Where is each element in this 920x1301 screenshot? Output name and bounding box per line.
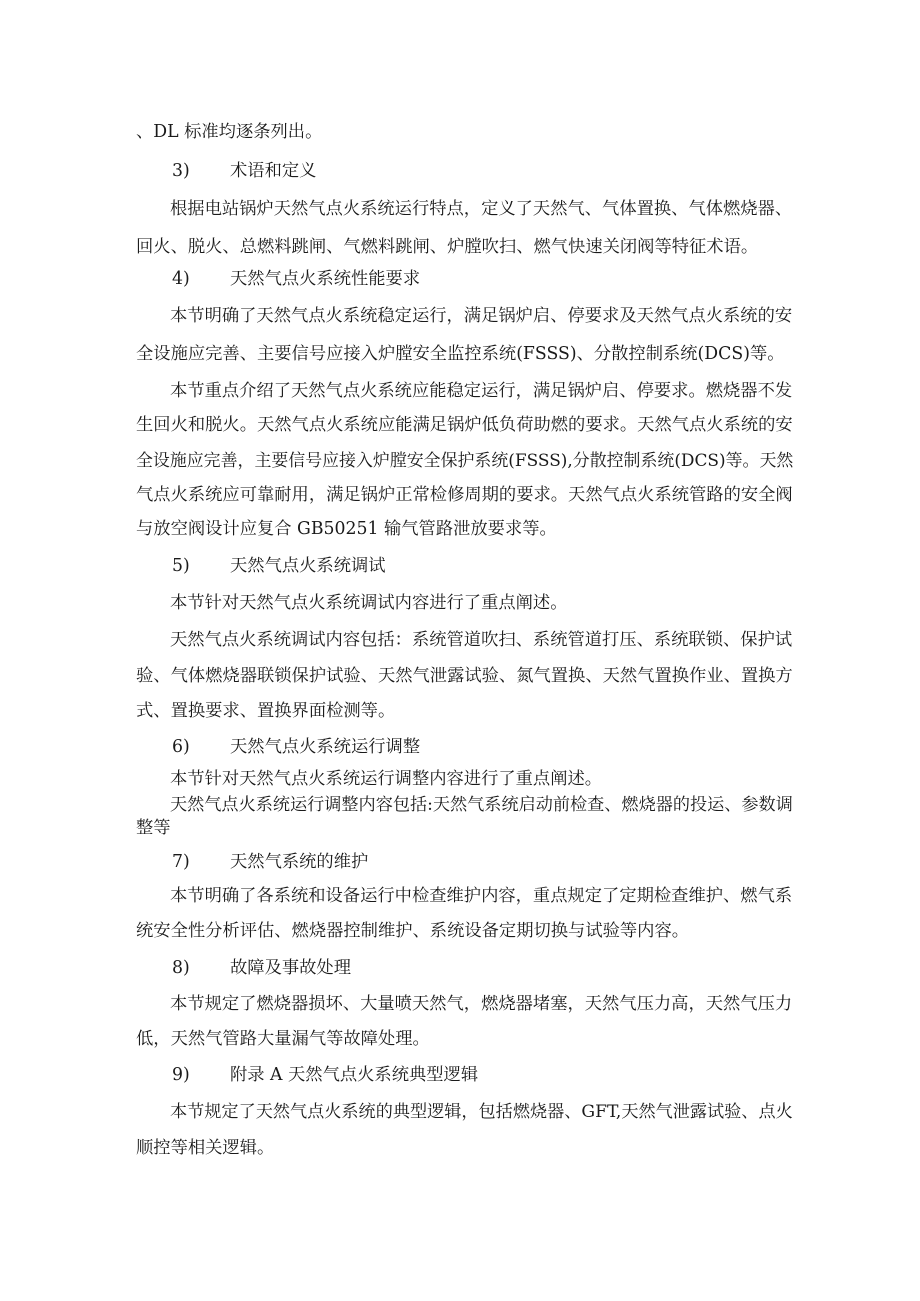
body-line: 整等: [136, 818, 171, 838]
section-heading: 故障及事故处理: [230, 958, 351, 978]
body-line: 低，天然气管路大量漏气等故障处理。: [136, 1029, 430, 1049]
section-heading: 天然气点火系统调试: [230, 556, 386, 576]
section-number: 9): [172, 1065, 190, 1085]
body-line: 本节重点介绍了天然气点火系统应能稳定运行，满足锅炉启、停要求。燃烧器不发: [170, 381, 793, 401]
section-heading: 术语和定义: [230, 161, 317, 181]
body-line: 全设施应完善，主要信号应接入炉膛安全保护系统(FSSS),分散控制系统(DCS)等。天然: [136, 450, 794, 470]
body-line: 生回火和脱火。天然气点火系统应能满足锅炉低负荷助燃的要求。天然气点火系统的安: [136, 415, 793, 435]
section-number: 7): [172, 852, 190, 872]
section-heading: 天然气点火系统性能要求: [230, 269, 421, 289]
body-line: 顺控等相关逻辑。: [136, 1138, 275, 1158]
body-line: 根据电站锅炉天然气点火系统运行特点，定义了天然气、气体置换、气体燃烧器、: [170, 199, 793, 219]
section-number: 6): [172, 737, 190, 757]
section-number: 5): [172, 556, 190, 576]
section-heading: 天然气点火系统运行调整: [230, 737, 421, 757]
body-line: 本节明确了各系统和设备运行中检查维护内容，重点规定了定期检查维护、燃气系: [170, 886, 793, 906]
body-line: 统安全性分析评估、燃烧器控制维护、系统设备定期切换与试验等内容。: [136, 921, 690, 941]
body-line: 本节明确了天然气点火系统稳定运行，满足锅炉启、停要求及天然气点火系统的安: [170, 306, 793, 326]
section-heading: 天然气系统的维护: [230, 852, 369, 872]
body-line: 与放空阀设计应复合 GB50251 输气管路泄放要求等。: [136, 519, 557, 539]
intro-line: 、DL 标准均逐条列出。: [136, 122, 323, 142]
body-line: 本节规定了燃烧器损坏、大量喷天然气，燃烧器堵塞，天然气压力高，天然气压力: [170, 994, 793, 1014]
body-line: 本节规定了天然气点火系统的典型逻辑，包括燃烧器、GFT,天然气泄露试验、点火: [170, 1102, 793, 1122]
section-number: 3): [172, 161, 190, 181]
body-line: 气点火系统应可靠耐用，满足锅炉正常检修周期的要求。天然气点火系统管路的安全阀: [136, 485, 793, 505]
body-line: 天然气点火系统运行调整内容包括:天然气系统启动前检查、燃烧器的投运、参数调: [170, 795, 793, 815]
body-line: 天然气点火系统调试内容包括：系统管道吹扫、系统管道打压、系统联锁、保护试: [170, 630, 793, 650]
body-line: 本节针对天然气点火系统运行调整内容进行了重点阐述。: [170, 769, 603, 789]
section-heading: 附录 A 天然气点火系统典型逻辑: [230, 1065, 479, 1085]
body-line: 全设施应完善、主要信号应接入炉膛安全监控系统(FSSS)、分散控制系统(DCS)等。: [136, 344, 785, 364]
section-number: 4): [172, 269, 190, 289]
body-line: 本节针对天然气点火系统调试内容进行了重点阐述。: [170, 593, 568, 613]
body-line: 式、置换要求、置换界面检测等。: [136, 701, 396, 721]
body-line: 回火、脱火、总燃料跳闸、气燃料跳闸、炉膛吹扫、燃气快速关闭阀等特征术语。: [136, 237, 759, 257]
section-number: 8): [172, 958, 190, 978]
body-line: 验、气体燃烧器联锁保护试验、天然气泄露试验、氮气置换、天然气置换作业、置换方: [136, 666, 793, 686]
